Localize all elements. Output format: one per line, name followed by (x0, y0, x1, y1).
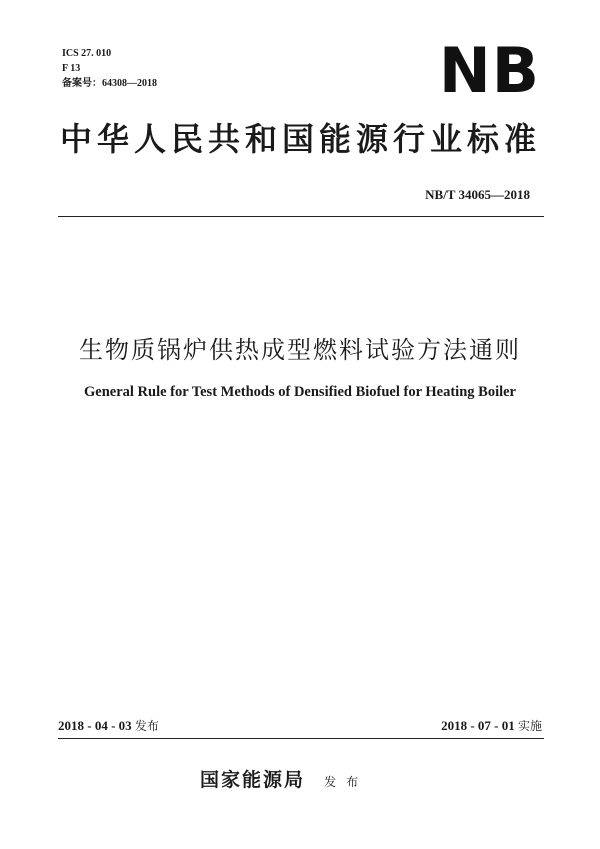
standard-category: 中华人民共和国能源行业标准 (60, 120, 542, 158)
issuer-name: 国家能源局 (200, 769, 306, 791)
bottom-divider (58, 738, 544, 739)
effective-date-value: 2018 - 07 - 01 (441, 718, 515, 733)
document-title-chinese: 生物质锅炉供热成型燃料试验方法通则 (79, 336, 521, 364)
issuer-block (200, 765, 368, 792)
issue-date (58, 717, 159, 734)
record-number: 备案号：64308—2018 (62, 78, 157, 89)
ccs-code: F 13 (62, 63, 81, 74)
classification-block (62, 46, 157, 91)
effective-date (441, 717, 542, 734)
top-divider (58, 216, 544, 217)
standard-number: NB/T 34065—2018 (425, 187, 530, 202)
document-title-english: General Rule for Test Methods of Densified Biofuel for Heating Boiler (83, 384, 516, 400)
issue-date-value: 2018 - 04 - 03 (58, 718, 132, 733)
issuer-action: 发布 (324, 775, 369, 789)
nb-logo: NB (438, 34, 540, 107)
effective-date-label: 实施 (517, 719, 542, 733)
ics-code: ICS 27. 010 (62, 48, 112, 59)
issue-date-label: 发布 (134, 719, 159, 733)
